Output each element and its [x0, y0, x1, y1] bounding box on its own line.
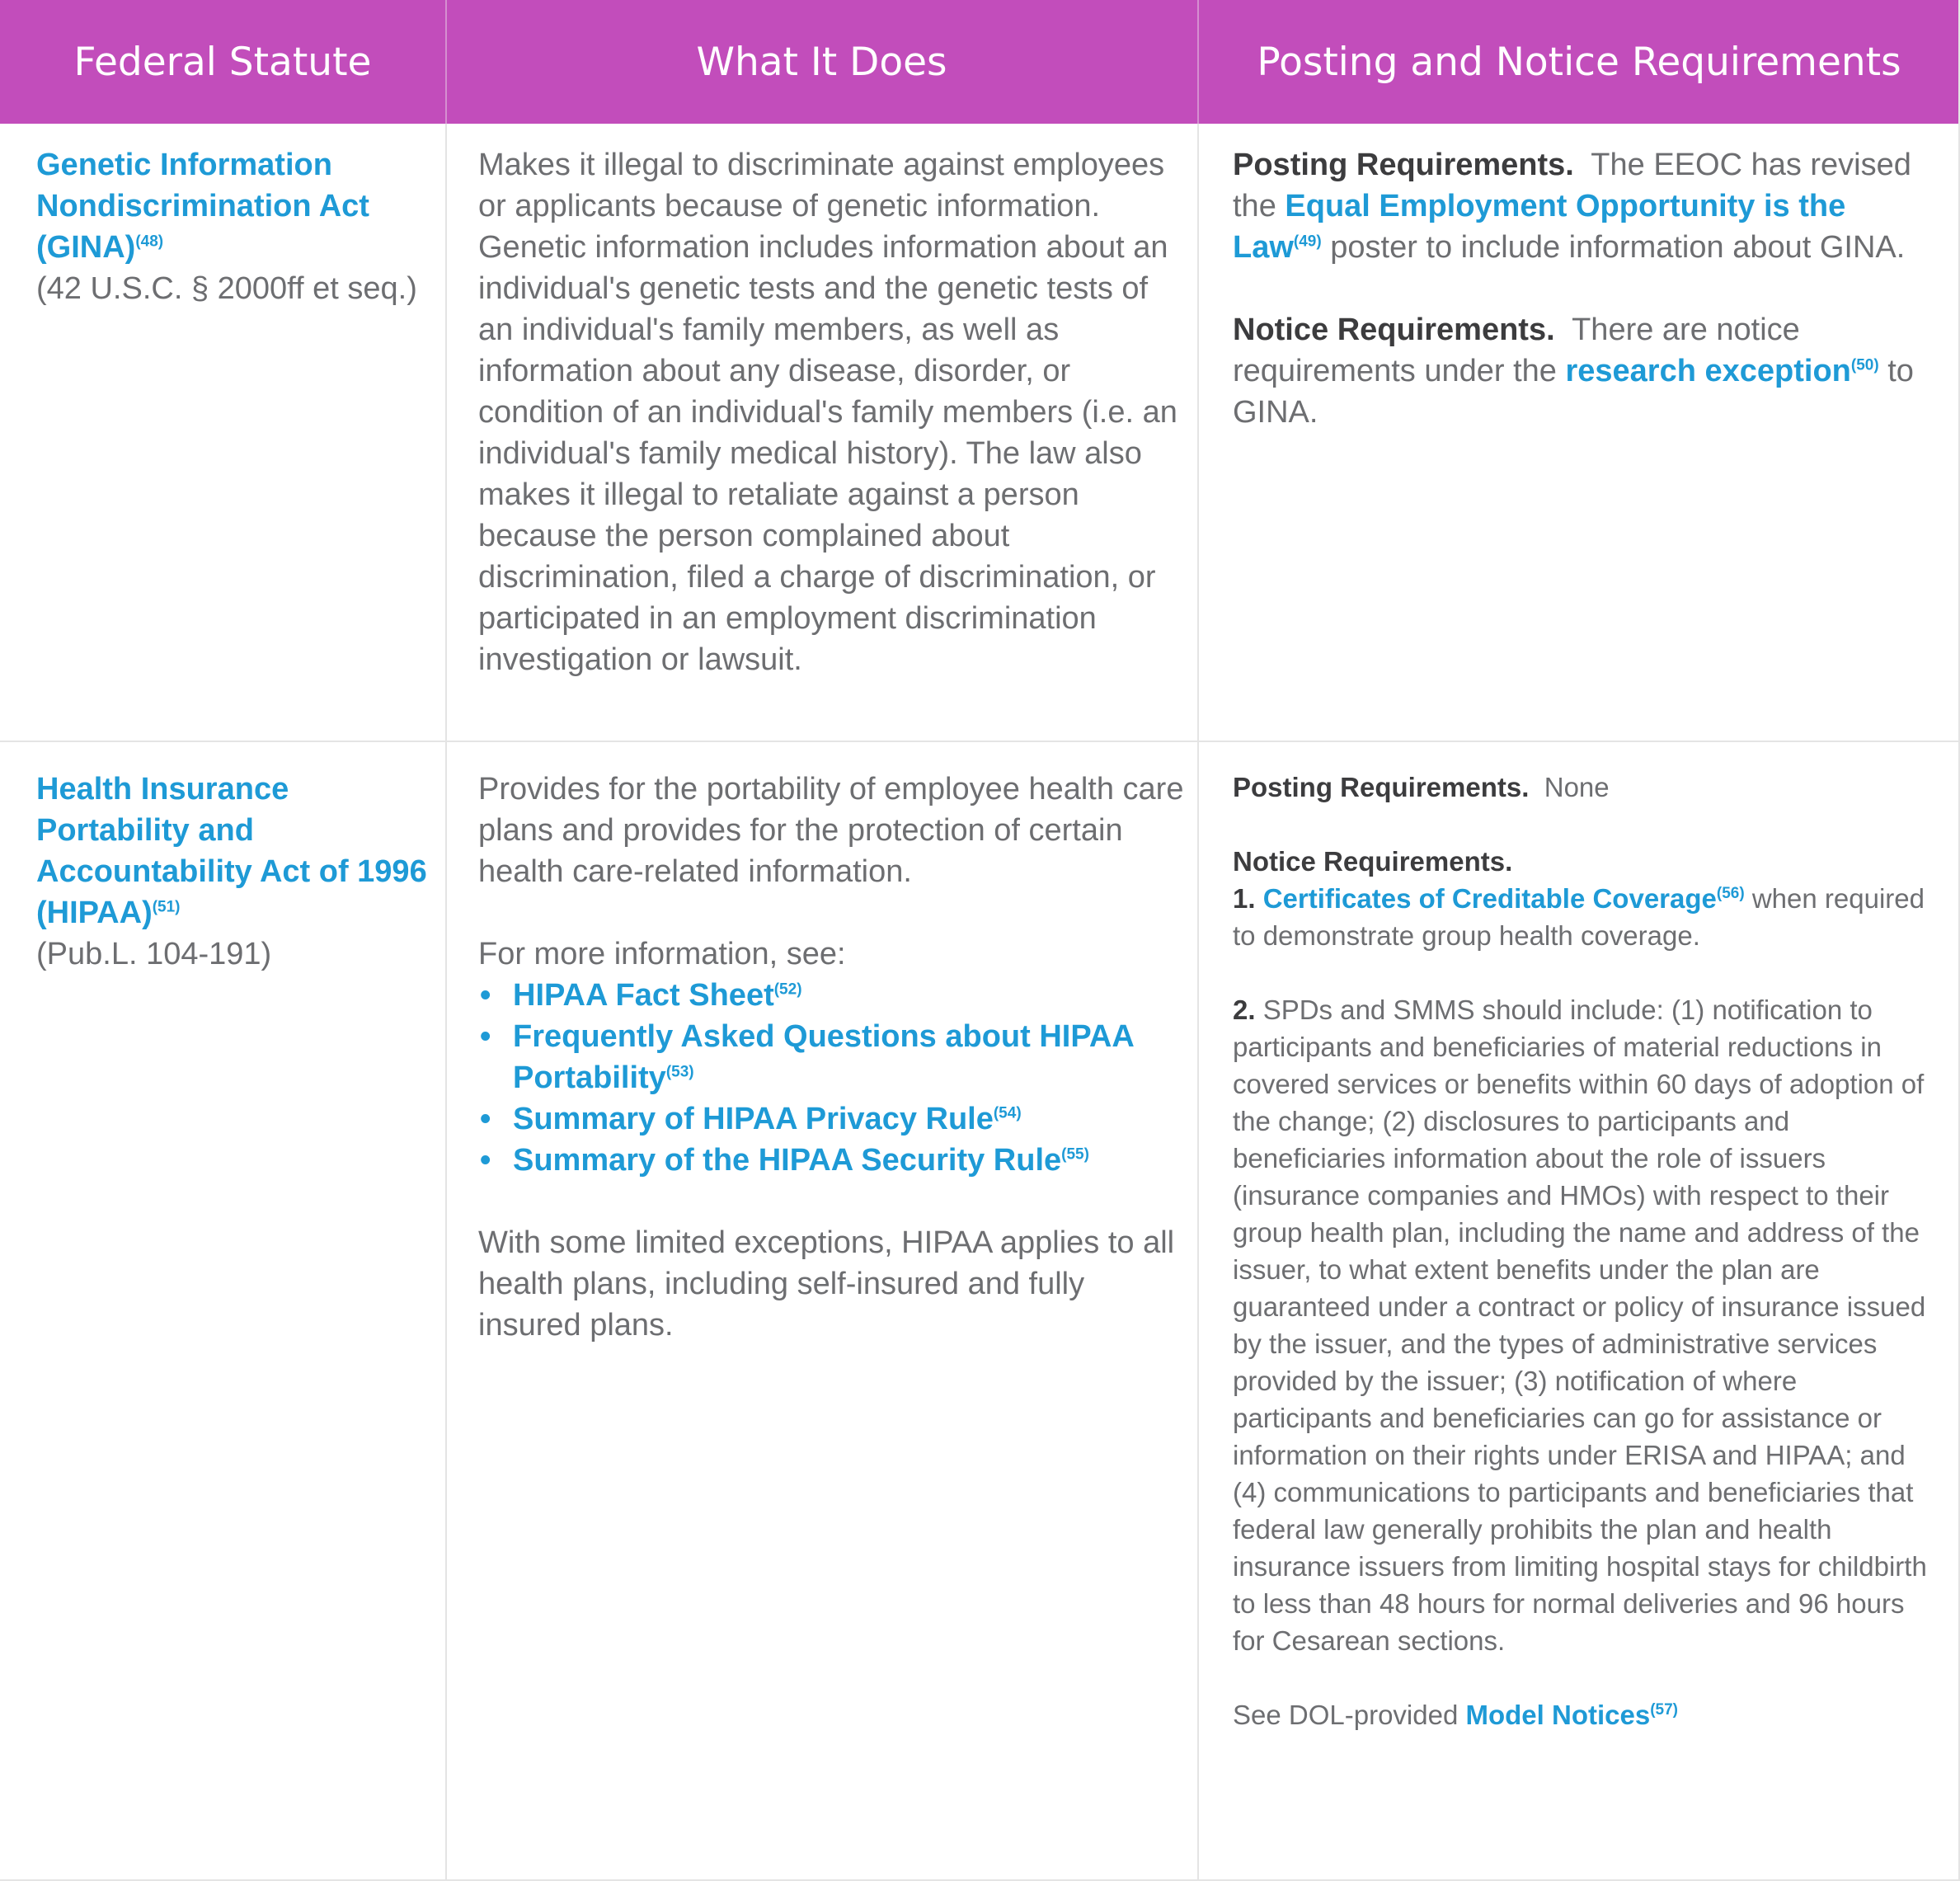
eeo-law-poster-link[interactable]: Equal Employment Opportunity is the Law$^{(49)}$ [1233, 189, 1846, 265]
what-it-does-cell-hipaa [478, 769, 1187, 1346]
statute-name-link[interactable]: Health Insurance Portability and Accountability Act of 1996 (HIPAA)$^{(51)}$ [36, 772, 427, 930]
notice-requirements: Notice Requirements. There are notice requirements under the research exception$^{(50)}$ to GINA. [1233, 313, 1914, 430]
hipaa-fact-sheet-link[interactable]: • HIPAA Fact Sheet$^{(52)}$ [478, 975, 1187, 1016]
statute-name-link[interactable]: Genetic Information Nondiscrimination Act (GINA)$^{(48)}$ [36, 148, 369, 265]
column-divider [445, 0, 447, 1881]
notice-item-1: 1. Certificates of Creditable Coverage$^{(56)}$ when required to demonstrate group health coverage. [1233, 883, 1925, 951]
hipaa-security-rule-link[interactable]: • Summary of the HIPAA Security Rule$^{(55)}$ [478, 1140, 1187, 1181]
posting-label: Posting Requirements. [1233, 148, 1574, 182]
description-outro: With some limited exceptions, HIPAA applies to all health plans, including self-insured and fully insured plans. [478, 1225, 1175, 1343]
what-it-does-cell-gina [478, 144, 1187, 680]
header-divider [1197, 0, 1199, 124]
statute-citation: (Pub.L. 104-191) [36, 937, 272, 971]
footnote-ref: (48) [135, 233, 164, 251]
posting-requirements: Posting Requirements. The EEOC has revised the Equal Employment Opportunity is the Law$^{(49)}$ poster to include information about GINA. [1233, 148, 1911, 265]
model-notices-line: See DOL-provided Model Notices$^{(57)}$ [1233, 1700, 1678, 1730]
posting-label: Posting Requirements. [1233, 772, 1530, 802]
creditable-coverage-link[interactable]: Certificates of Creditable Coverage$^{(56)}$ [1262, 883, 1745, 914]
statute-cell-hipaa [36, 769, 432, 975]
column-divider [1197, 0, 1199, 1881]
header-divider [445, 0, 447, 124]
description-intro: Provides for the portability of employee health care plans and provides for the protection of certain health care-related information. [478, 772, 1184, 889]
header-posting-notice: Posting and Notice Requirements [1198, 0, 1960, 124]
posting-requirements [1233, 769, 1942, 806]
notice-label: Notice Requirements. [1233, 846, 1513, 877]
header-what-it-does: What It Does [446, 0, 1197, 124]
header-federal-statute: Federal Statute [0, 0, 445, 124]
requirements-cell-hipaa [1233, 769, 1942, 1733]
statute-citation: (42 U.S.C. § 2000ff et seq.) [36, 271, 417, 306]
resource-links [478, 975, 1187, 1181]
statute-cell-gina [36, 144, 432, 309]
research-exception-link[interactable]: research exception$^{(50)}$ [1565, 354, 1879, 388]
footnote-ref: (51) [152, 898, 181, 916]
hipaa-privacy-rule-link[interactable]: • Summary of HIPAA Privacy Rule$^{(54)}$ [478, 1098, 1187, 1140]
more-info-label: For more information, see: [478, 937, 846, 971]
notice-item-2: 2. SPDs and SMMS should include: (1) notification to participants and beneficiaries of material reductions in covered services or benefits within 60 days of adoption of the change; (2) disclosures to participants and beneficiaries information about the role of issuers (insurance companies and HMOs) with respect to their group health plan, including the name and address of the issuer, to what extent benefits under the plan are guaranteed under a contract or policy of insurance issued by the issuer, and the types of administrative services provided by the issuer; (3) notification of where participants and beneficiaries can go for assistance or information on their rights under ERISA and HIPAA; and (4) communications to participants and beneficiaries that federal law generally prohibits the plan and health insurance issuers from limiting hospital stays for childbirth to less than 48 hours for normal deliveries and 96 hours for Cesarean sections. [1233, 995, 1927, 1656]
hipaa-portability-faq-link[interactable]: • Frequently Asked Questions about HIPAA Portability$^{(53)}$ [478, 1016, 1187, 1098]
description-text: Makes it illegal to discriminate against employees or applicants because of genetic information. Genetic information includes information about an individual's genetic tests and the genetic tests of an individual's family members, as well as information about any disease, disorder, or condition of an individual's family members (i.e. an individual's family medical history). The law also makes it illegal to retaliate against a person because the person complained about discrimination, filed a charge of discrimination, or participated in an employment discrimination investigation or lawsuit. [478, 148, 1177, 677]
notice-label: Notice Requirements. [1233, 313, 1555, 347]
row-divider [0, 741, 1960, 742]
model-notices-link[interactable]: Model Notices$^{(57)}$ [1465, 1700, 1678, 1730]
posting-value: None [1544, 772, 1610, 802]
requirements-cell-gina [1233, 144, 1942, 433]
